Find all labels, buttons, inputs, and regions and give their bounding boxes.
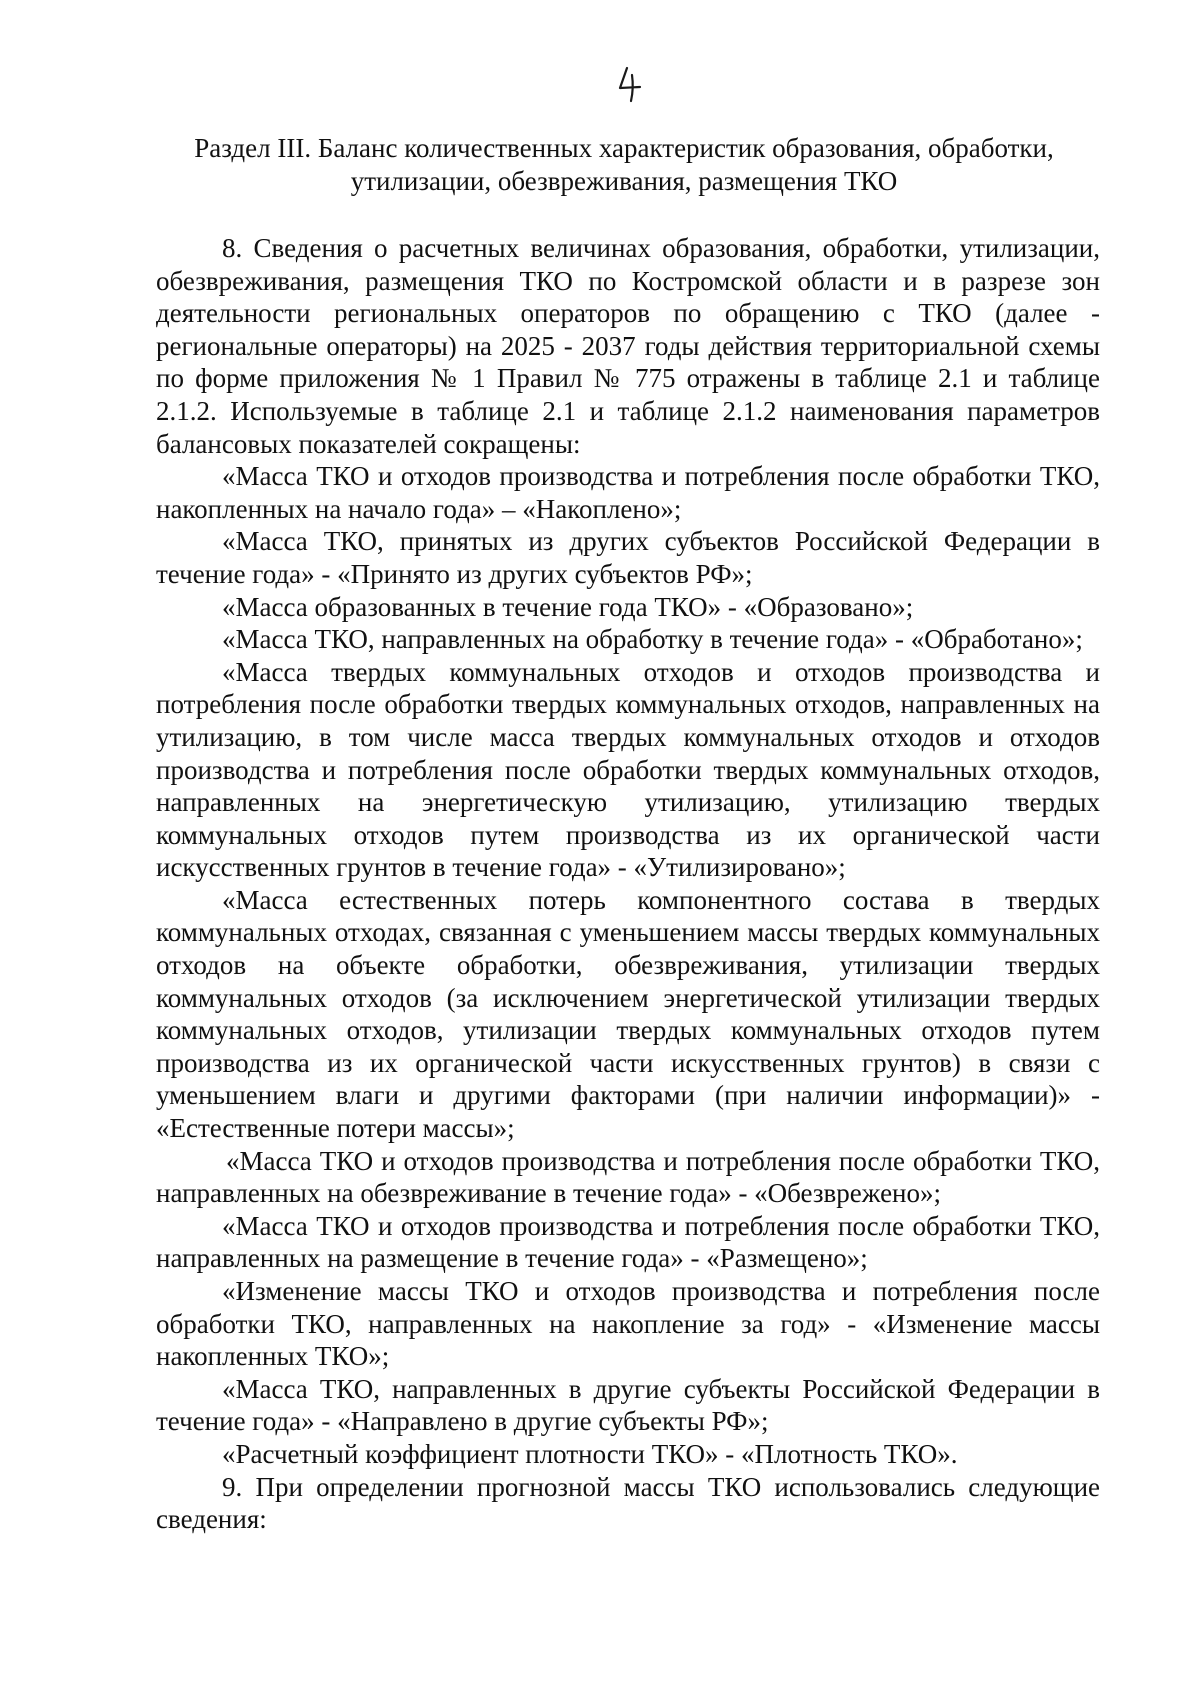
definition-accumulated: «Масса ТКО и отходов производства и потребления после обработки ТКО, накопленных на начало года» – «Накоплено»;	[156, 461, 1100, 524]
definition-density: «Расчетный коэффициент плотности ТКО» - «Плотность ТКО».	[222, 1438, 958, 1469]
definition-processed: «Масса ТКО, направленных на обработку в течение года» - «Обработано»;	[222, 624, 1083, 655]
definition-neutralized: «Масса ТКО и отходов производства и потребления после обработки ТКО, направленных на обезвреживание в течение года» - «Обезврежено»;	[156, 1145, 1100, 1209]
body-text	[156, 232, 1100, 1536]
page-number	[615, 64, 645, 104]
section-heading-line-2: утилизации, обезвреживания, размещения ТКО	[350, 166, 898, 196]
definition-placed: «Масса ТКО и отходов производства и потребления после обработки ТКО, направленных на размещение в течение года» - «Размещено»;	[156, 1210, 1100, 1274]
definition-natural-losses: «Масса естественных потерь компонентного состава в твердых коммунальных отходах, связанная с уменьшением массы твердых коммунальных отходов на объекте обработки, обезвреживания, утилизации твердых коммунальных отходов (за исключением энергетической утилизации твердых коммунальных отходов, утилизации твердых коммунальных отходов путем производства из их органической части искусственных грунтов) в связи с уменьшением влаги и другими факторами (при наличии информации)» - «Естественные потери массы»;	[156, 884, 1100, 1144]
definition-utilized: «Масса твердых коммунальных отходов и отходов производства и потребления после обработки твердых коммунальных отходов, направленных на утилизацию, в том числе масса твердых коммунальных отходов и отходов производства и потребления после обработки твердых коммунальных отходов, направленных на энергетическую утилизацию, утилизацию твердых коммунальных отходов путем производства из их органической части искусственных грунтов в течение года» - «Утилизировано»;	[156, 656, 1100, 883]
paragraph-9: 9. При определении прогнозной массы ТКО использовались следующие сведения:	[156, 1471, 1100, 1535]
definition-sent-to-other-regions: «Масса ТКО, направленных в другие субъекты Российской Федерации в течение года» - «Направлено в другие субъекты РФ»;	[156, 1373, 1100, 1437]
paragraph-8: 8. Сведения о расчетных величинах образования, обработки, утилизации, обезвреживания, размещения ТКО по Костромской области и в разрезе зон деятельности региональных операторов по обращению с ТКО (далее - региональные операторы) на 2025 - 2037 годы действия территориальной схемы по форме приложения № 1 Правил № 775 отражены в таблице 2.1 и таблице 2.1.2. Используемые в таблице 2.1 и таблице 2.1.2 наименования параметров балансовых показателей сокращены:	[156, 233, 1100, 459]
definition-accumulation-change: «Изменение массы ТКО и отходов производства и потребления после обработки ТКО, направленных на накопление за год» - «Изменение массы накопленных ТКО»;	[156, 1276, 1100, 1372]
definition-generated: «Масса образованных в течение года ТКО» - «Образовано»;	[222, 591, 914, 622]
handwritten-page-number-icon	[615, 64, 645, 104]
section-heading	[150, 132, 1098, 198]
section-heading-line-1: Раздел III. Баланс количественных характеристик образования, обработки,	[194, 133, 1054, 163]
definition-received-from-other-regions: «Масса ТКО, принятых из других субъектов Российской Федерации в течение года» - «Принято из других субъектов РФ»;	[156, 526, 1100, 589]
